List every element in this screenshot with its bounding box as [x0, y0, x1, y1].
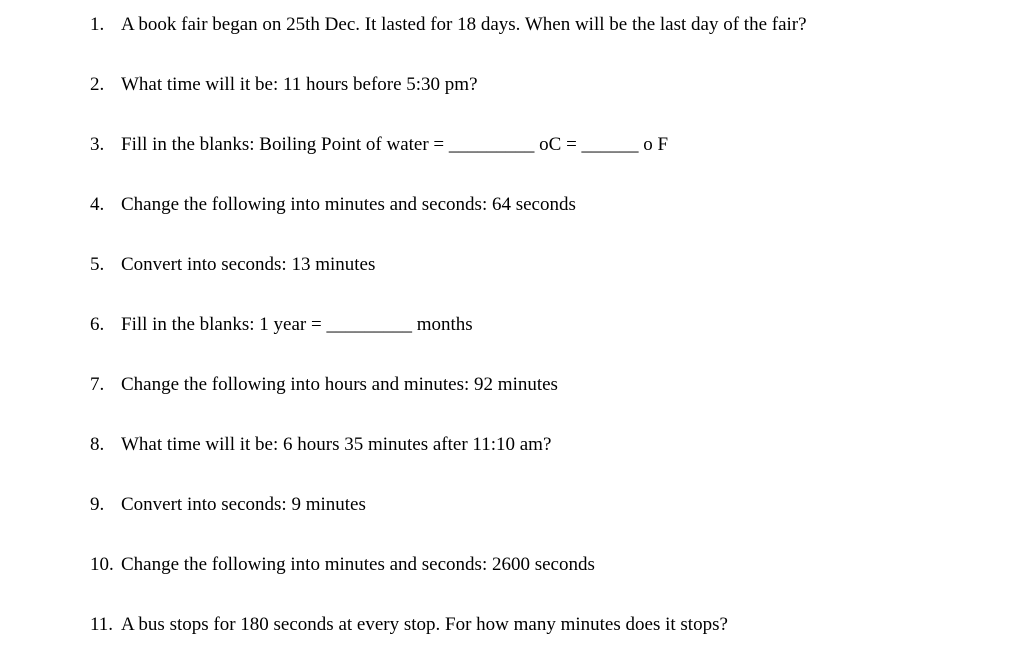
question-item-4 — [90, 192, 1016, 218]
question-number: 5. — [90, 254, 105, 275]
question-number: 1. — [90, 14, 105, 35]
question-item-2 — [90, 72, 1016, 98]
question-text: What time will it be: 11 hours before 5:30 pm? — [121, 74, 478, 95]
question-text: Convert into seconds: 9 minutes — [121, 494, 366, 515]
question-item-8 — [90, 432, 1016, 458]
question-item-11 — [90, 612, 1016, 638]
question-item-5 — [90, 252, 1016, 278]
question-text: Convert into seconds: 13 minutes — [121, 254, 376, 275]
question-number: 6. — [90, 314, 105, 335]
question-item-6 — [90, 312, 1016, 338]
question-text: Change the following into minutes and seconds: 2600 seconds — [121, 554, 595, 575]
question-list — [90, 12, 1016, 650]
question-number: 3. — [90, 134, 105, 155]
question-item-10 — [90, 552, 1016, 578]
question-text: Change the following into hours and minutes: 92 minutes — [121, 374, 558, 395]
question-item-9 — [90, 492, 1016, 518]
question-number: 10. — [90, 554, 114, 575]
question-text: A bus stops for 180 seconds at every stop. For how many minutes does it stops? — [121, 614, 728, 635]
question-text: Fill in the blanks: Boiling Point of water = _________ oC = ______ o F — [121, 134, 669, 155]
question-item-7 — [90, 372, 1016, 398]
question-item-3 — [90, 132, 1016, 158]
question-number: 11. — [90, 614, 114, 635]
question-text: Change the following into minutes and seconds: 64 seconds — [121, 194, 576, 215]
question-text: A book fair began on 25th Dec. It lasted for 18 days. When will be the last day of the fair? — [121, 14, 807, 35]
question-text: Fill in the blanks: 1 year = _________ months — [121, 314, 473, 335]
question-number: 8. — [90, 434, 105, 455]
question-number: 9. — [90, 494, 105, 515]
question-number: 4. — [90, 194, 105, 215]
question-text: What time will it be: 6 hours 35 minutes after 11:10 am? — [121, 434, 552, 455]
question-number: 7. — [90, 374, 105, 395]
question-item-1 — [90, 12, 1016, 38]
question-number: 2. — [90, 74, 105, 95]
